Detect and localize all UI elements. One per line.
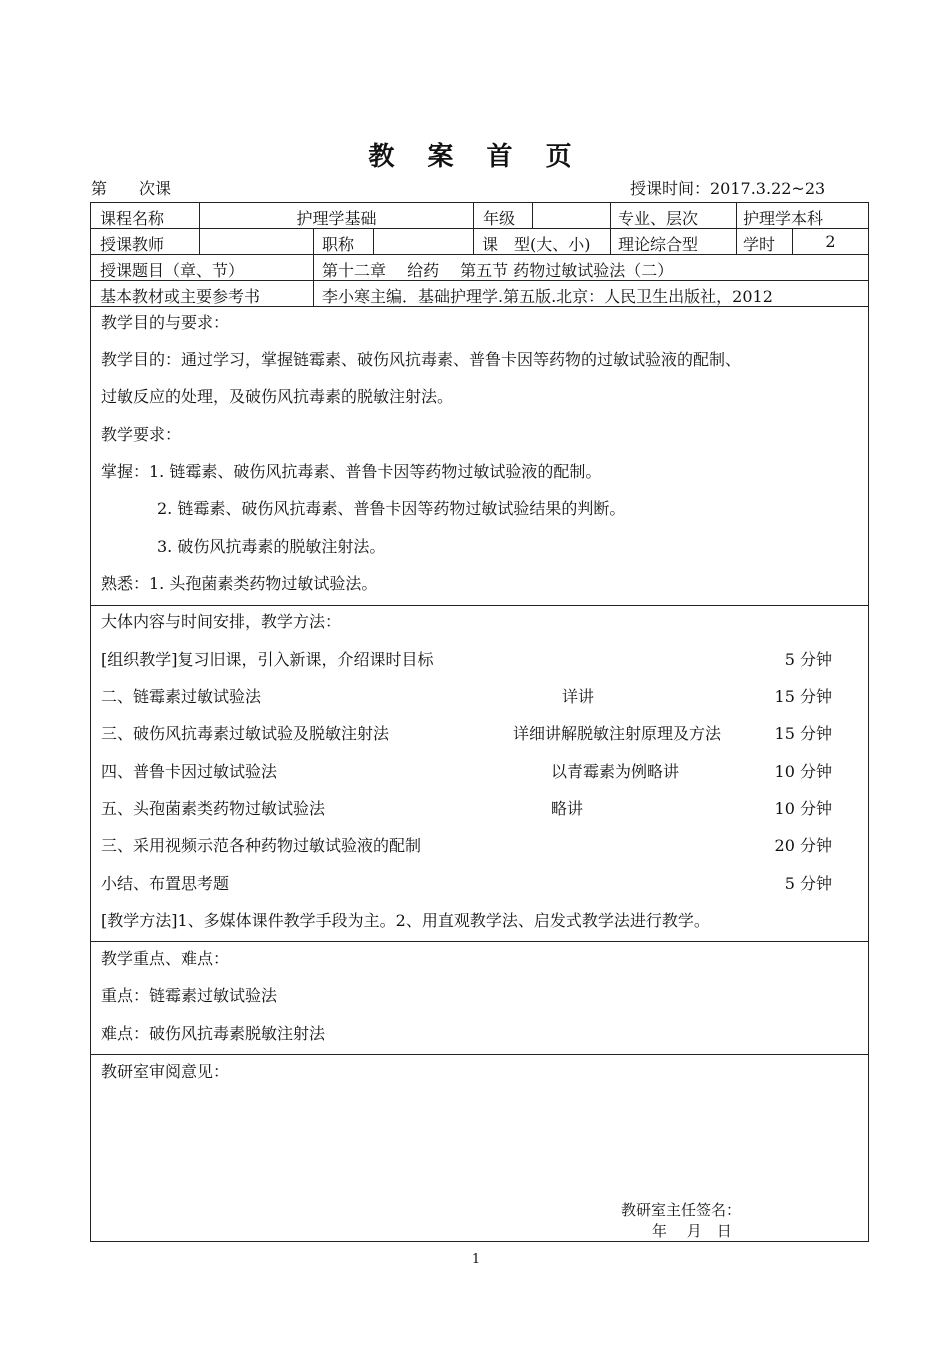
teaching-methods: [教学方法]1、多媒体课件教学手段为主。2、用直观教学法、启发式教学法进行教学。: [101, 911, 710, 930]
col-divider: [610, 202, 611, 228]
page-title: 教 案 首 页: [368, 142, 584, 172]
course-type-value: 理论综合型: [618, 235, 699, 254]
section-divider: [90, 941, 869, 942]
master-item-1: 掌握：1. 链霉素、破伤风抗毒素、普鲁卡因等药物过敏试验液的配制。: [101, 462, 602, 481]
course-value: 护理学基础: [296, 209, 377, 228]
schedule-item-content: 五、头孢菌素类药物过敏试验法: [101, 799, 326, 818]
major-value: 护理学本科: [743, 209, 824, 228]
master-item-2: 2. 链霉素、破伤风抗毒素、普鲁卡因等药物过敏试验结果的判断。: [157, 499, 626, 518]
grade-label: 年级: [483, 209, 516, 228]
objectives-heading: 教学目的与要求：: [101, 313, 230, 332]
major-label: 专业、层次: [618, 209, 699, 228]
objectives-aim-line2: 过敏反应的处理，及破伤风抗毒素的脱敏注射法。: [101, 387, 454, 406]
master-item-3: 3. 破伤风抗毒素的脱敏注射法。: [157, 537, 386, 556]
schedule-item-content: 三、破伤风抗毒素过敏试验及脱敏注射法: [101, 724, 390, 743]
keypoints-heading: 教学重点、难点：: [101, 949, 230, 968]
teach-time: 授课时间：2017.3.22~23: [630, 179, 826, 198]
hours-label: 学时: [743, 235, 776, 254]
col-divider: [473, 228, 474, 254]
col-divider: [736, 202, 737, 228]
review-heading: 教研室审阅意见：: [101, 1062, 230, 1081]
schedule-item-time: 10 分钟: [774, 799, 832, 818]
col-divider: [199, 228, 200, 254]
requirements-heading: 教学要求：: [101, 425, 182, 444]
rank-label: 职称: [322, 235, 355, 254]
hours-value: 2: [825, 232, 836, 251]
schedule-item-time: 15 分钟: [774, 724, 832, 743]
col-divider: [313, 254, 314, 306]
schedule-item-content: 三、采用视频示范各种药物过敏试验液的配制: [101, 836, 422, 855]
signature-date: 年 月 日: [652, 1222, 732, 1240]
teacher-label: 授课教师: [100, 235, 165, 254]
section-divider: [90, 605, 869, 606]
schedule-item-method: 详细讲解脱敏注射原理及方法: [513, 724, 722, 743]
difficult-point: 难点：破伤风抗毒素脱敏注射法: [101, 1024, 326, 1043]
schedule-item-content: 二、链霉素过敏试验法: [101, 687, 262, 706]
schedule-item-time: 20 分钟: [774, 836, 832, 855]
col-divider: [373, 228, 374, 254]
objectives-aim-line1: 教学目的：通过学习，掌握链霉素、破伤风抗毒素、普鲁卡因等药物的过敏试验液的配制、: [101, 350, 742, 369]
familiar-item-1: 熟悉：1. 头孢菌素类药物过敏试验法。: [101, 574, 378, 593]
signature-label: 教研室主任签名：: [621, 1201, 742, 1219]
schedule-item-method: 略讲: [551, 799, 584, 818]
col-divider: [610, 228, 611, 254]
topic-value: 第十二章 给药 第五节 药物过敏试验法（二）: [322, 261, 674, 280]
schedule-item-method: 以青霉素为例略讲: [551, 762, 680, 781]
col-divider: [313, 228, 314, 254]
col-divider: [736, 228, 737, 254]
course-label: 课程名称: [100, 209, 165, 228]
page-number: 1: [471, 1252, 481, 1267]
schedule-item-time: 10 分钟: [774, 762, 832, 781]
schedule-item-time: 5 分钟: [784, 874, 832, 893]
col-divider: [532, 202, 533, 228]
course-type-label: 课 型(大、小): [482, 235, 591, 254]
textbook-value: 李小寒主编．基础护理学.第五版.北京：人民卫生出版社，2012: [322, 287, 773, 306]
schedule-item-content: 小结、布置思考题: [101, 874, 230, 893]
schedule-item-content: 四、普鲁卡因过敏试验法: [101, 762, 278, 781]
schedule-item-content: [组织教学]复习旧课，引入新课，介绍课时目标: [101, 650, 434, 669]
schedule-item-time: 5 分钟: [784, 650, 832, 669]
schedule-heading: 大体内容与时间安排，教学方法：: [101, 612, 342, 631]
topic-label: 授课题目（章、节）: [100, 261, 245, 280]
textbook-label: 基本教材或主要参考书: [100, 287, 261, 306]
key-point: 重点：链霉素过敏试验法: [101, 986, 278, 1005]
lesson-number: 第 次课: [91, 179, 172, 198]
section-divider: [90, 1054, 869, 1055]
schedule-item-method: 详讲: [562, 687, 595, 706]
col-divider: [473, 202, 474, 228]
schedule-item-time: 15 分钟: [774, 687, 832, 706]
